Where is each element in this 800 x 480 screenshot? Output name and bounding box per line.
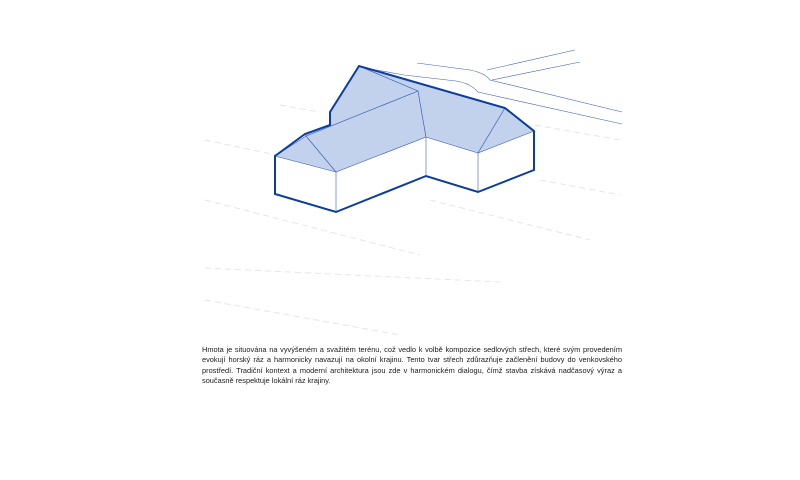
description-text: Hmota je situována na vyvýšeném a svažitém terénu, což vedlo k volbě kompozice sedlových střech, které svým provedením evokují horský ráz a harmonicky navazují na okolní krajinu. Tento tvar střech zdůrazňuje začlenění budovy do venkovského prostředí. Tradiční kontext a moderní architektura jsou zde v harmonickém dialogu, čímž stavba získává nadčasový výraz a současně respektuje lokální ráz krajiny. [202,345,622,386]
